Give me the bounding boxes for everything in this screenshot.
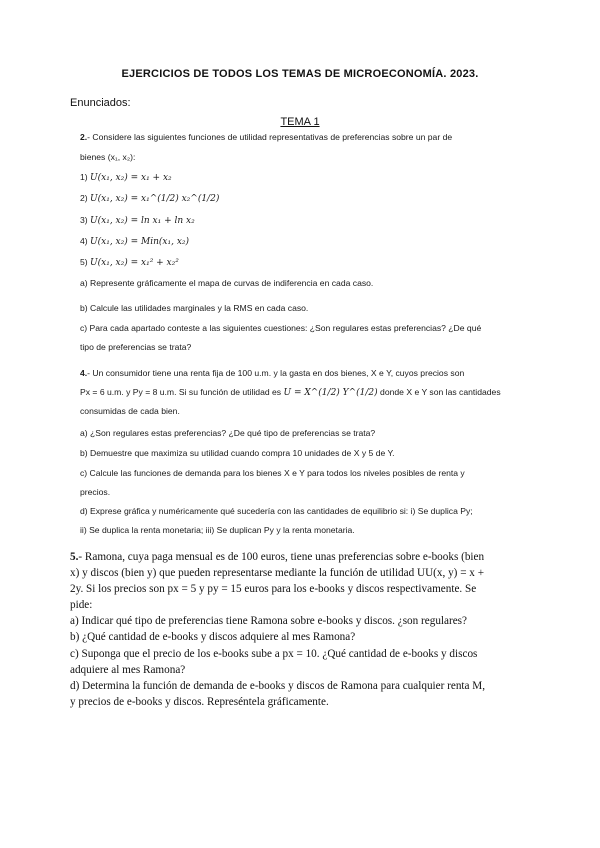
ex5-part-c-line1: c) Suponga que el precio de los e-books sube a px = 10. ¿Qué cantidad de e-books y discos	[70, 648, 478, 660]
ex2-function-3-expr: U(x₁, x₂) = ln x₁ + ln x₂	[90, 216, 195, 226]
ex5-line3: 2y. Si los precios son px = 5 y py = 15 euros para los e-books y discos respectivamente. Se	[70, 583, 477, 595]
ex4-utility-expr: U = X^(1/2) Y^(1/2)	[283, 388, 378, 398]
ex2-intro-line1	[80, 132, 452, 142]
ex2-intro-text: - Considere las siguientes funciones de utilidad representativas de preferencias sobre un par de	[87, 132, 453, 142]
ex2-function-2-label: 2)	[80, 193, 88, 203]
ex4-part-b: b) Demuestre que maximiza su utilidad cuando compra 10 unidades de X y 5 de Y.	[80, 448, 395, 458]
ex5-part-d-line1: d) Determina la función de demanda de e-books y discos de Ramona para cualquier renta M,	[70, 680, 486, 692]
ex2-function-2-expr: U(x₁, x₂) = x₁^(1/2) x₂^(1/2)	[90, 194, 220, 204]
ex4-line1	[80, 368, 464, 378]
ex2-part-c-line2: tipo de preferencias se trata?	[80, 342, 192, 352]
section-label: Enunciados:	[70, 97, 131, 109]
ex4-part-d-line2: ii) Se duplica la renta monetaria; iii) Se duplican Py y la renta monetaria.	[80, 525, 355, 535]
ex4-part-c-line2: precios.	[80, 487, 111, 497]
ex2-number: 2.	[80, 132, 88, 142]
ex2-function-2	[80, 193, 219, 204]
ex2-function-1	[80, 172, 172, 183]
ex2-function-5-expr: U(x₁, x₂) = x₁² + x₂²	[90, 258, 179, 268]
ex2-function-4	[80, 236, 189, 247]
ex4-part-a: a) ¿Son regulares estas preferencias? ¿De qué tipo de preferencias se trata?	[80, 428, 376, 438]
ex2-function-1-expr: U(x₁, x₂) = x₁ + x₂	[90, 173, 172, 183]
ex5-line1-text: - Ramona, cuya paga mensual es de 100 euros, tiene unas preferencias sobre e-books (bien	[78, 551, 485, 563]
ex2-function-4-label: 4)	[80, 236, 88, 246]
ex2-function-5	[80, 257, 179, 268]
ex5-line4: pide:	[70, 599, 93, 611]
ex2-part-c-line1: c) Para cada apartado conteste a las siguientes cuestiones: ¿Son regulares estas preferencias? ¿De qué	[80, 323, 482, 333]
ex5-part-a: a) Indicar qué tipo de preferencias tiene Ramona sobre e-books y discos. ¿son regulares?	[70, 615, 468, 627]
ex4-line1-text: - Un consumidor tiene una renta fija de 100 u.m. y la gasta en dos bienes, X e Y, cuyos precios son	[87, 368, 465, 378]
ex4-number: 4.	[80, 368, 88, 378]
ex2-function-1-label: 1)	[80, 172, 88, 182]
tema-label: TEMA 1	[280, 116, 320, 128]
ex5-line1	[70, 551, 532, 563]
ex2-intro-line2: bienes (x₁, x₂):	[80, 152, 136, 162]
ex5-part-b: b) ¿Qué cantidad de e-books y discos adquiere al mes Ramona?	[70, 631, 356, 643]
ex4-line2-text: Px = 6 u.m. y Py = 8 u.m. Si su función de utilidad es	[80, 387, 282, 397]
ex2-part-a: a) Represente gráficamente el mapa de curvas de indiferencia en cada caso.	[80, 278, 374, 288]
ex5-number: 5.	[70, 551, 79, 563]
ex4-part-d-line1: d) Exprese gráfica y numéricamente qué sucedería con las cantidades de equilibrio si: i) Se duplica Py;	[80, 506, 473, 516]
ex2-function-5-label: 5)	[80, 257, 88, 267]
ex2-function-3-label: 3)	[80, 215, 88, 225]
ex2-part-b: b) Calcule las utilidades marginales y la RMS en cada caso.	[80, 303, 309, 313]
ex2-function-4-expr: U(x₁, x₂) = Min(x₁, x₂)	[90, 237, 190, 247]
ex5-line2: x) y discos (bien y) que pueden representarse mediante la función de utilidad UU(x, y) = x +	[70, 567, 484, 579]
ex2-function-3	[80, 215, 195, 226]
ex5-part-c-line2: adquiere al mes Ramona?	[70, 664, 186, 676]
ex4-line2-tail: donde X e Y son las cantidades	[380, 387, 501, 397]
ex4-part-c-line1: c) Calcule las funciones de demanda para los bienes X e Y para todos los niveles posibles de renta y	[80, 468, 465, 478]
ex4-line3: consumidas de cada bien.	[80, 406, 180, 416]
ex5-part-d-line2: y precios de e-books y discos. Represéntela gráficamente.	[70, 696, 329, 708]
ex4-line2	[80, 387, 501, 398]
tema-heading	[0, 116, 600, 128]
document-title: EJERCICIOS DE TODOS LOS TEMAS DE MICROECONOMÍA. 2023.	[121, 68, 479, 80]
